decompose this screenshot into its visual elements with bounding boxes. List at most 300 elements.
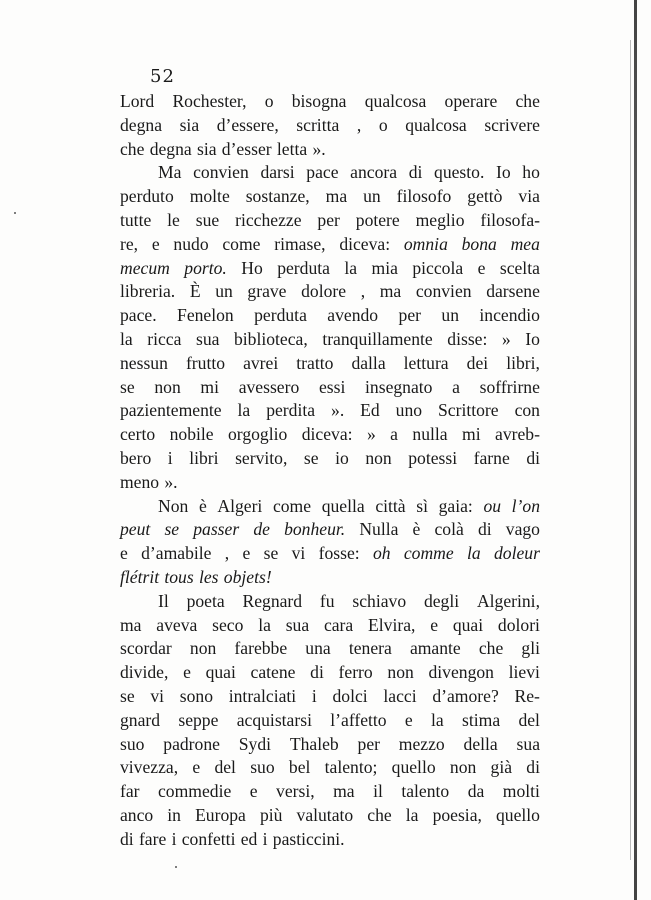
word: ricchezze	[235, 209, 302, 230]
word: degna	[120, 114, 163, 135]
word: gnard	[120, 709, 161, 730]
word: un	[441, 305, 459, 326]
word: se	[164, 519, 180, 540]
word: o	[378, 114, 388, 135]
word: commedie	[158, 781, 232, 802]
word: bisogna	[291, 91, 347, 111]
word: lacci	[383, 685, 417, 706]
word: se	[120, 685, 135, 706]
word: e	[430, 614, 439, 635]
word: Scrittore	[438, 400, 499, 421]
word: farebbe	[234, 638, 288, 659]
word: perdita	[266, 400, 316, 421]
word: è	[198, 495, 207, 516]
word: quella	[321, 495, 365, 516]
word: Fenelon	[177, 305, 234, 326]
word: di	[408, 162, 423, 183]
word: d’essere,	[216, 114, 279, 135]
word: vago	[505, 519, 540, 540]
word: valutato	[296, 804, 354, 825]
word: sia	[179, 114, 200, 135]
word: libri	[189, 447, 219, 468]
word: che	[515, 91, 540, 111]
word: Ed	[360, 400, 380, 421]
word: gettò	[467, 186, 503, 207]
word: la	[431, 709, 444, 730]
word: oh	[372, 543, 391, 564]
word: fu	[319, 590, 335, 611]
word: Lord	[120, 91, 155, 111]
paragraph	[120, 495, 540, 590]
word: e	[249, 781, 258, 802]
word: Rochester,	[172, 91, 247, 111]
word: qualcosa	[364, 91, 427, 111]
word: le	[167, 209, 180, 230]
word: avendo	[327, 305, 379, 326]
word: sua	[285, 614, 310, 635]
text-line	[120, 304, 540, 328]
word: filosofo	[396, 186, 452, 207]
word: Elvira,	[368, 614, 416, 635]
word: via	[518, 186, 540, 207]
word: la	[467, 543, 481, 564]
text-line	[120, 614, 540, 638]
word: o	[264, 91, 274, 111]
word: insegnato	[365, 376, 433, 397]
word: non	[387, 662, 414, 683]
word: di	[120, 828, 134, 849]
word: i	[262, 828, 268, 849]
word: »	[501, 328, 511, 349]
word: divide,	[120, 662, 169, 683]
word: ,	[224, 543, 230, 564]
word: Regnard	[242, 590, 303, 611]
word: i	[171, 828, 177, 849]
word: sì	[416, 495, 428, 516]
word: città	[375, 495, 406, 516]
word: porto.	[184, 257, 227, 278]
word: cara	[323, 614, 354, 635]
text-line	[120, 280, 540, 304]
word: anco	[120, 804, 154, 825]
word: diceva:	[339, 233, 391, 254]
paragraph	[120, 161, 540, 494]
word: non	[154, 376, 181, 397]
text-line	[120, 138, 540, 162]
word: come	[272, 495, 312, 516]
word: Non	[158, 495, 189, 516]
word: Re-	[514, 685, 540, 706]
word: nobile	[169, 424, 214, 445]
word: mea	[510, 233, 540, 254]
word: comme	[403, 543, 454, 564]
word: ,	[360, 281, 366, 302]
word: ma	[333, 781, 355, 802]
word: bel	[288, 757, 311, 778]
word: quello	[391, 757, 436, 778]
word: certo	[120, 424, 156, 445]
word: libreria.	[120, 281, 176, 302]
paragraph	[120, 590, 540, 852]
word: poeta	[186, 590, 225, 611]
word: nulla	[412, 424, 448, 445]
word: gaia:	[438, 495, 473, 516]
word: perduta	[254, 305, 307, 326]
word: ed	[240, 828, 258, 849]
word: schiavo	[352, 590, 407, 611]
word: potessi	[408, 447, 458, 468]
word: per	[398, 305, 421, 326]
word: versi,	[276, 781, 315, 802]
text-line	[120, 733, 540, 757]
word: mi	[200, 376, 219, 397]
word: tenera	[348, 638, 392, 659]
text-line	[120, 637, 540, 661]
word: essi	[318, 376, 346, 397]
word: di	[477, 519, 492, 540]
word: dei	[466, 352, 489, 373]
text-line	[120, 590, 540, 614]
body-text	[120, 90, 540, 852]
word: perduto	[120, 186, 174, 207]
word: gli	[521, 638, 540, 659]
word: e	[242, 543, 251, 564]
word: »	[366, 424, 376, 445]
word: i	[311, 685, 317, 706]
word: orgoglio	[228, 424, 288, 445]
word: È	[189, 281, 201, 302]
word: vivezza,	[120, 757, 179, 778]
word: convien	[415, 281, 472, 302]
word: grave	[247, 281, 287, 302]
word: confetti	[181, 828, 236, 849]
text-line	[120, 423, 540, 447]
word: stima	[462, 709, 501, 730]
text-line	[120, 661, 540, 685]
text-line	[120, 233, 540, 257]
word: se	[120, 376, 135, 397]
word: ho	[522, 162, 540, 183]
word: meglio	[415, 209, 465, 230]
word: poesia,	[432, 804, 482, 825]
word: peut	[120, 519, 151, 540]
word: del	[518, 709, 540, 730]
text-line	[120, 756, 540, 780]
word: far	[120, 781, 140, 802]
word: quai	[452, 614, 484, 635]
word: e	[477, 257, 486, 278]
word: Sydi	[238, 733, 272, 754]
word: fosse:	[318, 543, 360, 564]
text-line	[120, 209, 540, 233]
word: scelta	[499, 257, 540, 278]
paper-speck	[14, 212, 16, 214]
text-line	[120, 161, 540, 185]
word: flétrit	[120, 566, 160, 587]
word: da	[467, 781, 485, 802]
word: perduta	[277, 257, 330, 278]
word: la	[237, 400, 251, 421]
word: vi	[291, 543, 306, 564]
text-line	[120, 185, 540, 209]
text-line	[120, 257, 540, 281]
word: Algerini,	[476, 590, 540, 611]
word: intralciati	[228, 685, 297, 706]
word: lettura	[403, 352, 449, 373]
page-number: 52	[150, 66, 175, 87]
word: non	[449, 757, 477, 778]
word: sono	[179, 685, 214, 706]
word: vi	[150, 685, 165, 706]
text-line	[120, 352, 540, 376]
word: d’amore?	[432, 685, 499, 706]
word: soffrirne	[479, 376, 540, 397]
word: è	[412, 519, 421, 540]
word: pasticcini.	[272, 828, 345, 849]
word: ».	[164, 471, 178, 492]
word: ma	[379, 281, 402, 302]
word: già	[490, 757, 513, 778]
word: tous	[164, 566, 194, 587]
word: molte	[189, 186, 230, 207]
word: del	[214, 757, 236, 778]
text-line	[120, 804, 540, 828]
word: aveva	[156, 614, 198, 635]
word: Il	[158, 590, 169, 611]
word: mi	[462, 424, 481, 445]
word: la	[258, 614, 271, 635]
text-line	[120, 709, 540, 733]
word: l’on	[511, 495, 540, 516]
word: re,	[120, 233, 139, 254]
word: se	[263, 543, 279, 564]
word: la	[405, 804, 419, 825]
word: Nulla	[359, 519, 399, 540]
word: Io	[496, 162, 511, 183]
word: dolore	[301, 281, 347, 302]
word: ».	[331, 400, 345, 421]
word: incendio	[479, 305, 540, 326]
word: in	[167, 804, 181, 825]
paper-speck	[175, 866, 177, 868]
word: ».	[312, 138, 326, 159]
word: dolci	[332, 685, 368, 706]
word: che	[120, 138, 145, 159]
word: les	[198, 566, 219, 587]
word: biblioteca,	[233, 328, 308, 349]
word: filosofa-	[480, 209, 540, 230]
word: di	[526, 447, 540, 468]
word: sua	[516, 733, 540, 754]
word: più	[259, 804, 283, 825]
word: suo	[120, 733, 145, 754]
word: tratto	[296, 352, 334, 373]
word: degna	[149, 138, 192, 159]
text-line	[120, 447, 540, 471]
word: seco	[212, 614, 244, 635]
word: Europa	[195, 804, 246, 825]
text-line	[120, 328, 540, 352]
word: mia	[371, 257, 398, 278]
word: acquistarsi	[236, 709, 312, 730]
word: libri,	[506, 352, 540, 373]
text-line	[120, 566, 540, 590]
word: Thaleb	[289, 733, 339, 754]
word: tutte	[120, 209, 152, 230]
word: bonheur.	[284, 519, 346, 540]
word: de	[253, 519, 270, 540]
word: per	[317, 209, 340, 230]
word: non	[189, 638, 217, 659]
word: e	[404, 709, 413, 730]
word: passer	[193, 519, 240, 540]
word: che	[478, 638, 504, 659]
word: Ma	[158, 162, 182, 183]
text-line	[120, 376, 540, 400]
word: Algeri	[217, 495, 263, 516]
word: ferro	[338, 662, 373, 683]
word: ma	[325, 186, 348, 207]
word: a	[390, 424, 398, 445]
word: questo.	[434, 162, 485, 183]
word: Ho	[241, 257, 263, 278]
word: l’affetto	[330, 709, 387, 730]
word: disse:	[447, 328, 488, 349]
word: catene	[250, 662, 296, 683]
word: operare	[444, 91, 498, 111]
word: a	[452, 376, 460, 397]
text-line	[120, 828, 540, 852]
word: scritta	[296, 114, 340, 135]
word: doleur	[494, 543, 540, 564]
word: dolori	[497, 614, 540, 635]
word: se	[303, 447, 319, 468]
word: e	[120, 543, 128, 564]
text-line	[120, 471, 540, 495]
word: quai	[205, 662, 236, 683]
word: degli	[423, 590, 460, 611]
word: avrei	[243, 352, 279, 373]
word: sia	[196, 138, 217, 159]
word: d’esser	[221, 138, 272, 159]
word: il	[373, 781, 383, 802]
word: sue	[195, 209, 220, 230]
word: pace.	[120, 305, 157, 326]
word: molti	[502, 781, 540, 802]
word: e	[192, 757, 201, 778]
word: servito,	[235, 447, 288, 468]
word: scordar	[120, 638, 172, 659]
word: qualcosa	[405, 114, 467, 135]
word: darsi	[260, 162, 295, 183]
word: Io	[525, 328, 540, 349]
word: padrone	[163, 733, 220, 754]
word: sostanze,	[245, 186, 310, 207]
word: e	[151, 233, 160, 254]
word: dalla	[351, 352, 386, 373]
word: la	[120, 328, 133, 349]
word: rimase,	[274, 233, 326, 254]
text-line	[120, 518, 540, 542]
word: farne	[473, 447, 510, 468]
word: come	[222, 233, 261, 254]
word: ma	[120, 614, 142, 635]
word: diceva:	[301, 424, 353, 445]
word: objets!	[223, 566, 272, 587]
word: la	[344, 257, 358, 278]
word: omnia	[403, 233, 448, 254]
word: scrivere	[484, 114, 540, 135]
word: della	[463, 733, 498, 754]
text-line	[120, 685, 540, 709]
page-edge	[634, 0, 637, 900]
word: ricca	[147, 328, 182, 349]
page-edge-shadow	[630, 40, 631, 860]
word: piccola	[412, 257, 464, 278]
word: con	[514, 400, 540, 421]
word: convien	[193, 162, 249, 183]
word: meno	[120, 471, 160, 492]
word: divengon	[428, 662, 494, 683]
text-line	[120, 780, 540, 804]
word: che	[367, 804, 392, 825]
word: suo	[250, 757, 275, 778]
word: frutto	[185, 352, 226, 373]
word: un	[215, 281, 233, 302]
word: mezzo	[398, 733, 445, 754]
paragraph	[120, 90, 540, 161]
word: di	[310, 662, 324, 683]
text-line	[120, 495, 540, 519]
word: i	[167, 447, 173, 468]
word: amante	[409, 638, 461, 659]
word: per	[357, 733, 380, 754]
word: nudo	[173, 233, 209, 254]
word: io	[335, 447, 349, 468]
word: tranquillamente	[322, 328, 433, 349]
word: di	[526, 757, 540, 778]
word: uno	[395, 400, 423, 421]
text-line	[120, 399, 540, 423]
word: darsene	[486, 281, 540, 302]
word: talento	[401, 781, 450, 802]
word: bero	[120, 447, 152, 468]
word: ou	[483, 495, 502, 516]
word: nessun	[120, 352, 168, 373]
word: non	[365, 447, 392, 468]
word: avessero	[238, 376, 300, 397]
word: avreb-	[495, 424, 540, 445]
word: talento;	[324, 757, 378, 778]
word: ancora	[350, 162, 398, 183]
word: quello	[496, 804, 540, 825]
word: colà	[434, 519, 464, 540]
text-line	[120, 542, 540, 566]
word: fare	[138, 828, 167, 849]
word: potere	[355, 209, 400, 230]
word: d’amabile	[141, 543, 212, 564]
word: un	[363, 186, 381, 207]
word: pace	[306, 162, 339, 183]
text-line	[120, 90, 540, 114]
word: e	[183, 662, 191, 683]
word: lievi	[508, 662, 540, 683]
word: seppe	[178, 709, 219, 730]
word: sua	[195, 328, 220, 349]
word: pazientemente	[120, 400, 222, 421]
text-line	[120, 114, 540, 138]
word: letta	[276, 138, 308, 159]
